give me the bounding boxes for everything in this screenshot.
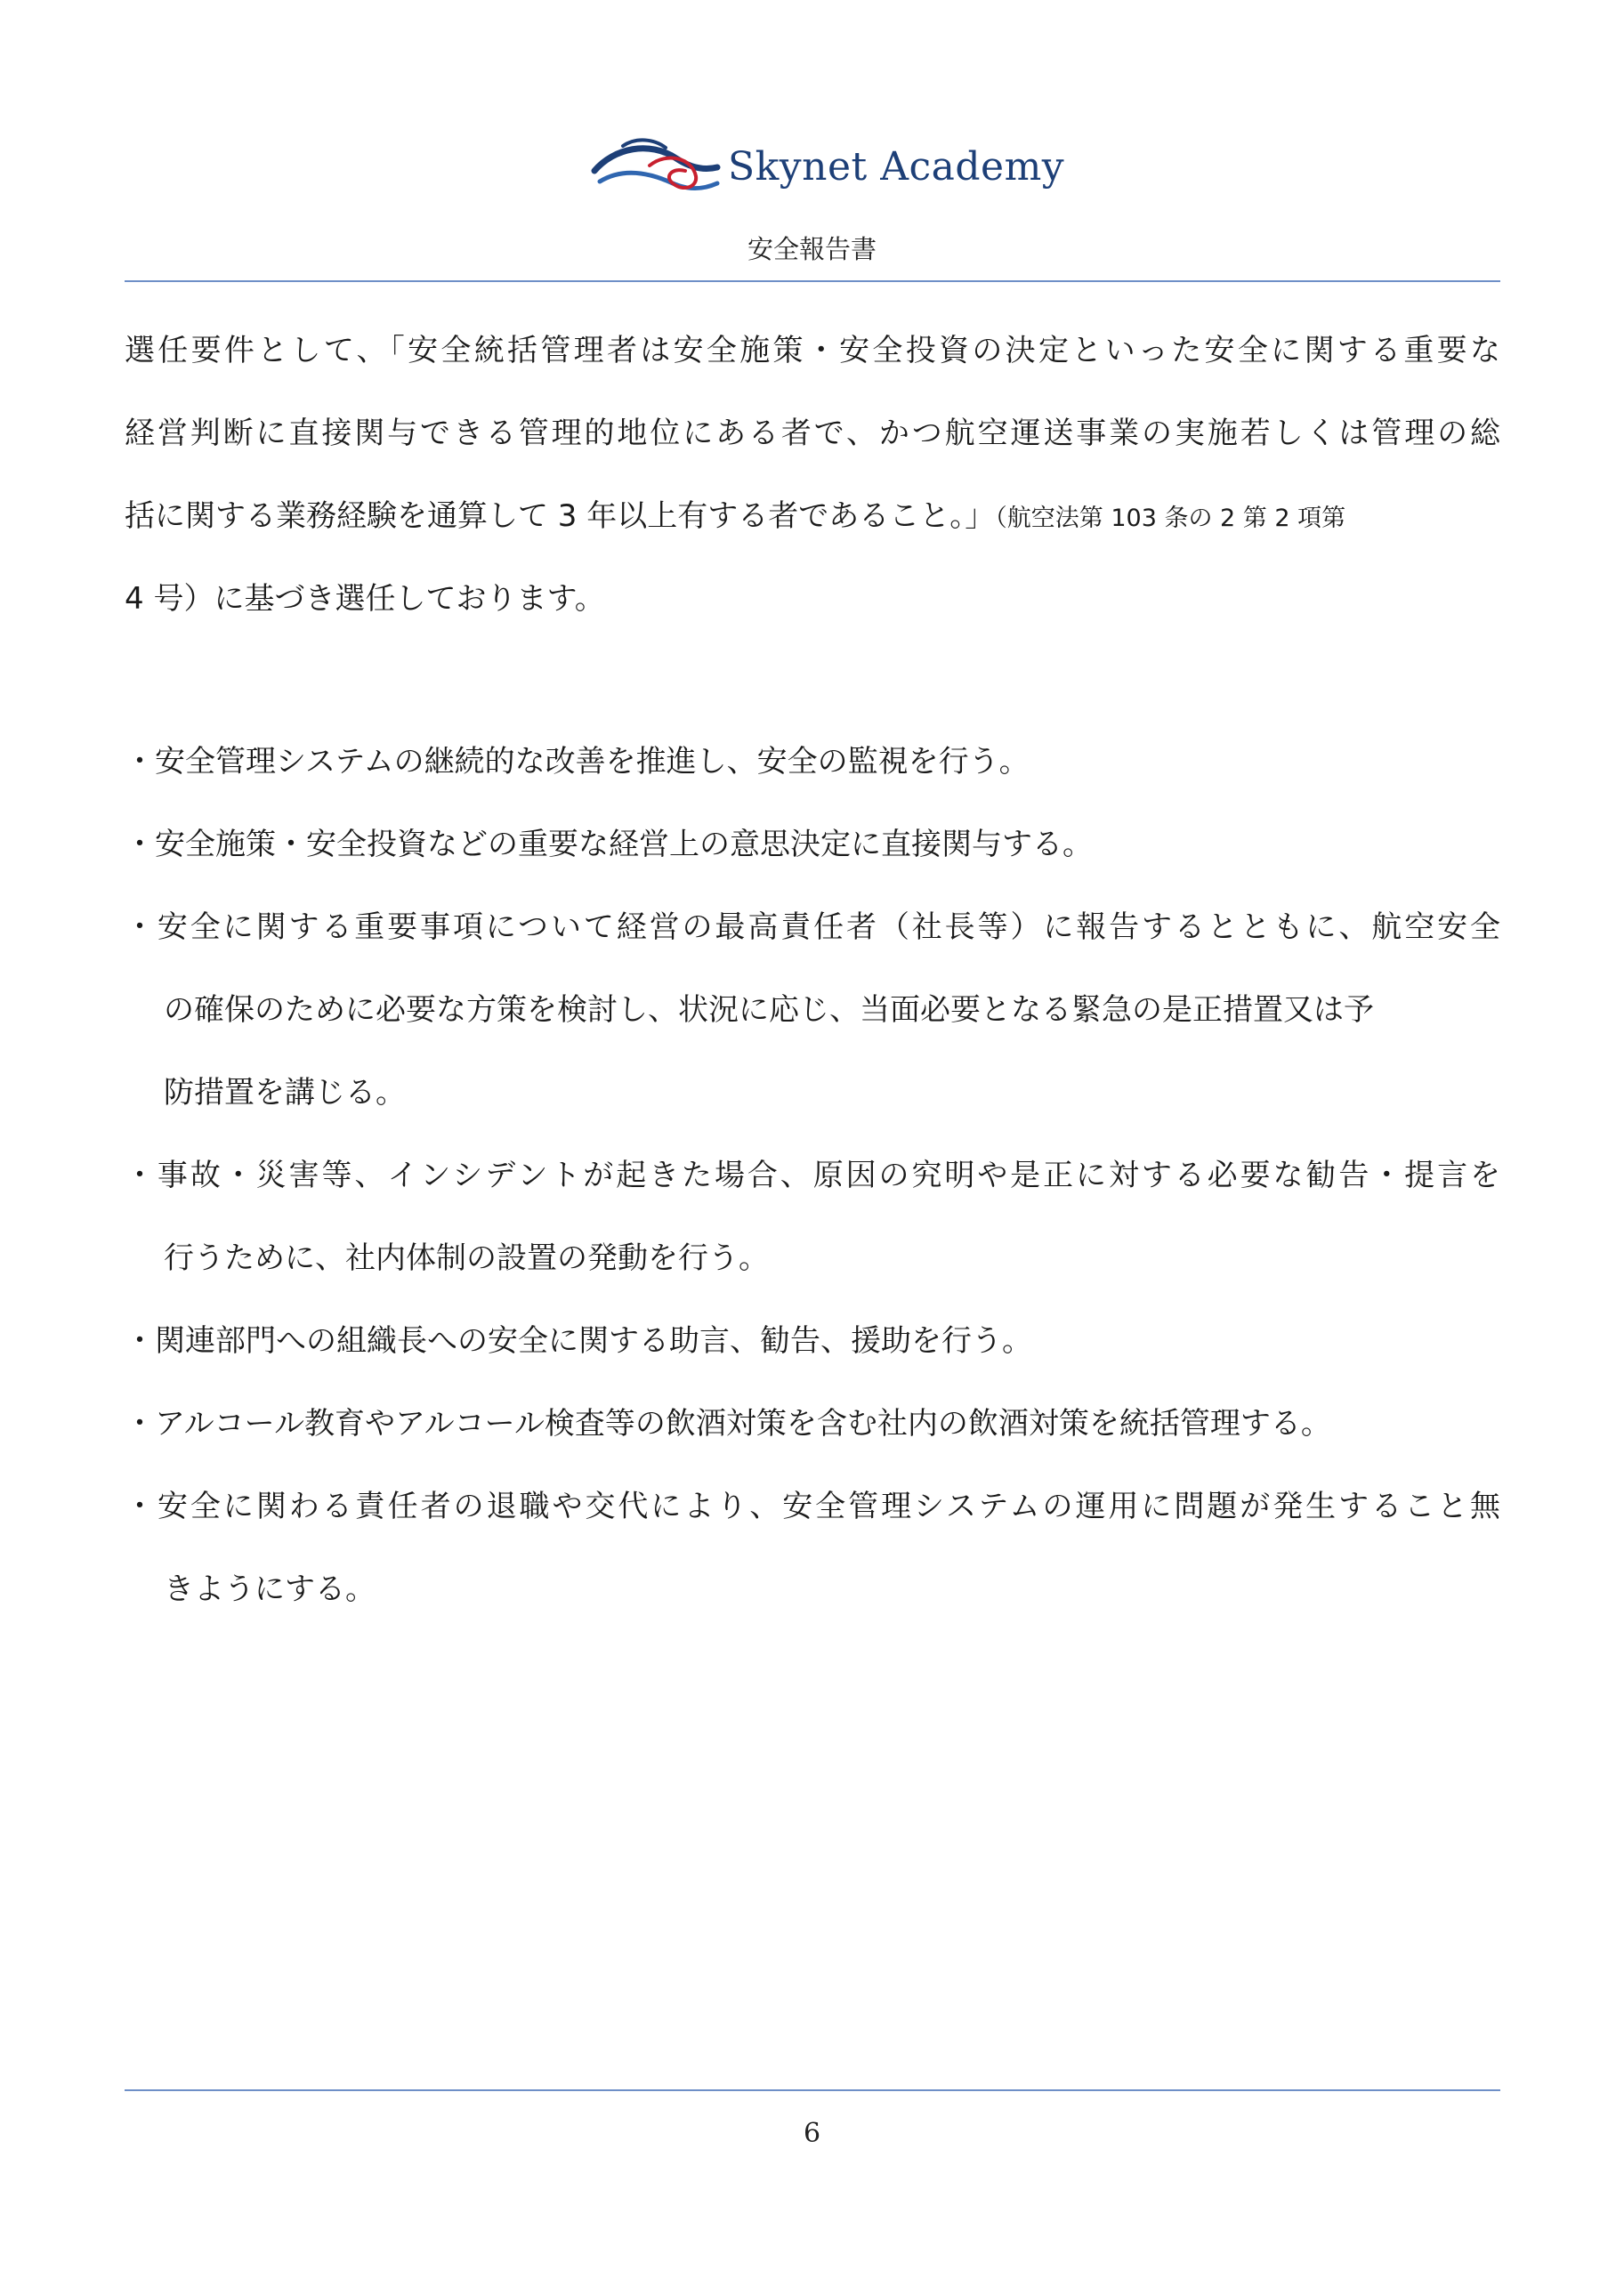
skynet-academy-logo xyxy=(587,132,1065,203)
list-item: ・安全管理システムの継続的な改善を推進し、安全の監視を行う。 xyxy=(125,744,1030,780)
list-item: ・関連部門への組織長への安全に関する助言、勧告、援助を行う。 xyxy=(125,1323,1032,1359)
intro-line-main: 括に関する業務経験を通算して 3 年以上有する者であること。」 xyxy=(125,498,996,534)
intro-line: 選任要件として、「安全統括管理者は安全施策・安全投資の決定といった安全に関する重要な xyxy=(125,333,1500,368)
list-item-continuation: きようにする。 xyxy=(164,1571,376,1607)
list-item-continuation: 防措置を講じる。 xyxy=(164,1075,406,1111)
logo-wordmark: Skynet Academy xyxy=(728,144,1065,190)
header-divider xyxy=(125,280,1500,282)
document-title: 安全報告書 xyxy=(747,234,877,264)
skynet-logo-mark-icon xyxy=(587,132,721,203)
page-number: 6 xyxy=(803,2118,821,2149)
intro-line-citation: （航空法第 103 条の 2 第 2 項第 xyxy=(995,505,1346,532)
intro-line: 経営判断に直接関与できる管理的地位にある者で、かつ航空運送事業の実施若しくは管理の総 xyxy=(125,416,1500,451)
list-item: ・安全施策・安全投資などの重要な経営上の意思決定に直接関与する。 xyxy=(125,827,1093,862)
list-item: ・安全に関わる責任者の退職や交代により、安全管理システムの運用に問題が発生すること無 xyxy=(125,1489,1500,1524)
list-item-continuation: 行うために、社内体制の設置の発動を行う。 xyxy=(164,1240,769,1276)
list-item: ・安全に関する重要事項について経営の最高責任者（社長等）に報告するとともに、航空安全 xyxy=(125,909,1500,945)
list-item: ・アルコール教育やアルコール検査等の飲酒対策を含む社内の飲酒対策を統括管理する。 xyxy=(125,1406,1331,1442)
list-item: ・事故・災害等、インシデントが起きた場合、原因の究明や是正に対する必要な勧告・提言を xyxy=(125,1158,1500,1193)
footer-divider xyxy=(125,2089,1500,2091)
intro-line: 4 号）に基づき選任しております。 xyxy=(125,581,605,617)
intro-line xyxy=(125,498,1345,534)
list-item-continuation: の確保のために必要な方策を検討し、状況に応じ、当面必要となる緊急の是正措置又は予 xyxy=(164,992,1374,1028)
